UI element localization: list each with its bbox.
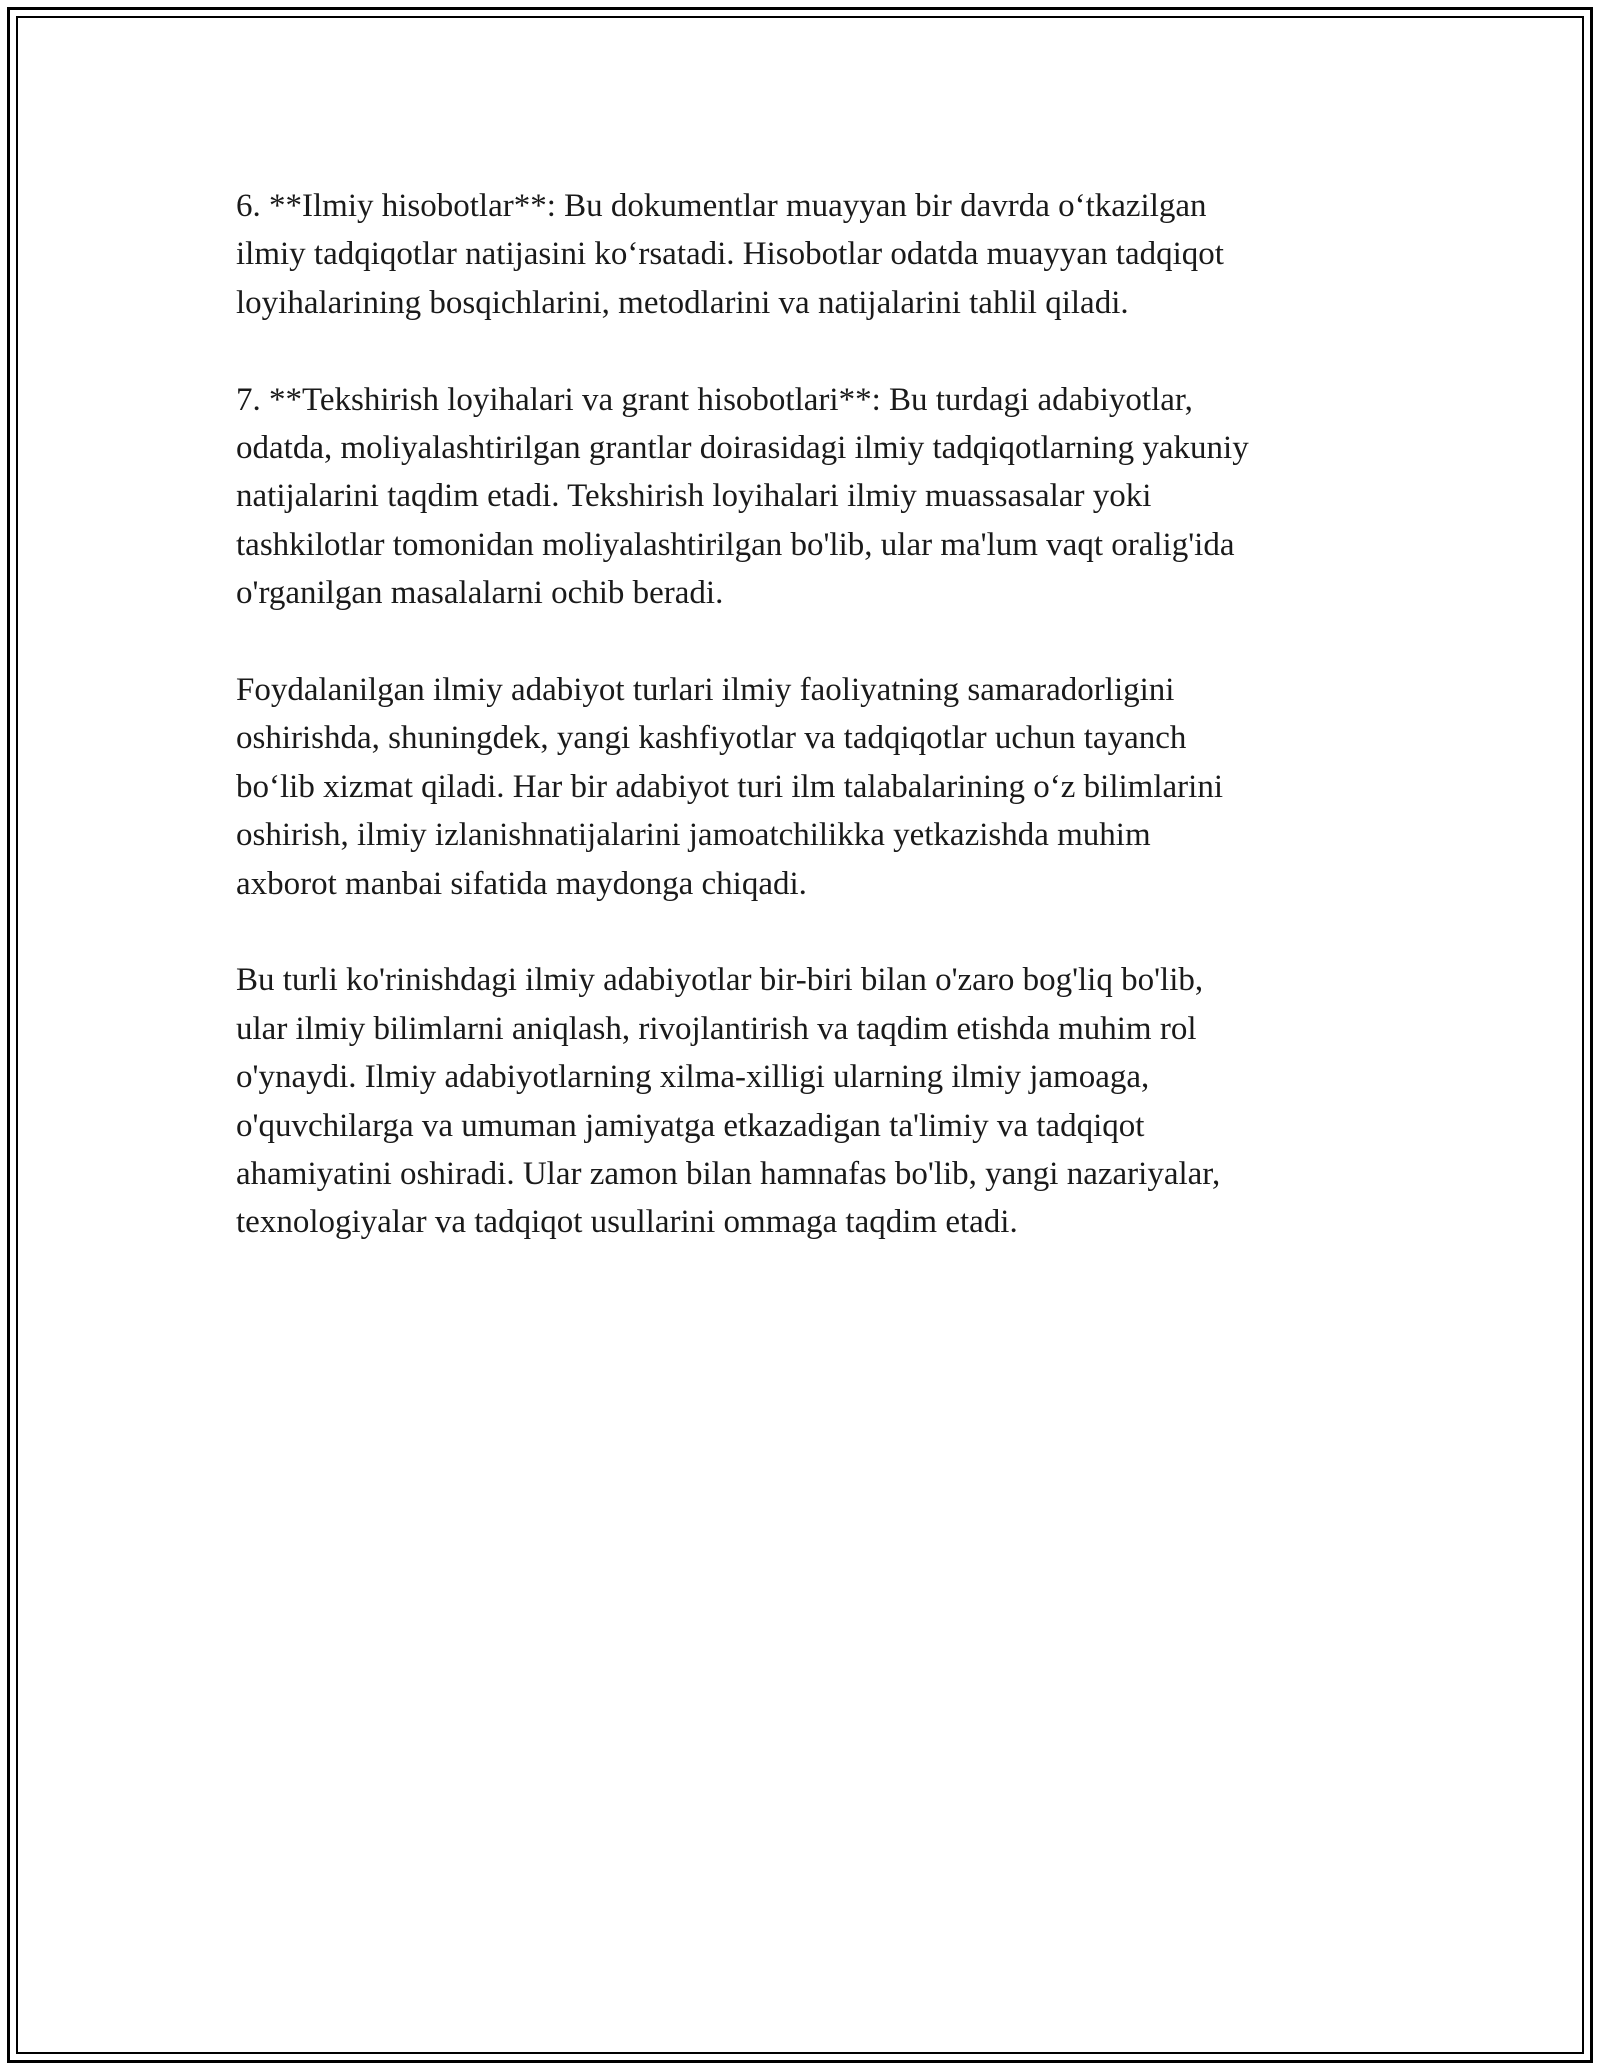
text-line: bo‘lib xizmat qiladi. Har bir adabiyot turi ilm talabalarining o‘z bilimlarini	[236, 768, 1223, 805]
text-line: tashkilotlar tomonidan moliyalashtirilgan bo'lib, ular ma'lum vaqt oralig'ida	[236, 526, 1235, 563]
text-line: texnologiyalar va tadqiqot usullarini ommaga taqdim etadi.	[236, 1204, 1018, 1241]
text-line: 6. **Ilmiy hisobotlar**: Bu dokumentlar muayyan bir davrda o‘tkazilgan	[236, 188, 1207, 224]
text-line: oshirish, ilmiy izlanishnatijalarini jamoatchilikka yetkazishda muhim	[236, 817, 1151, 854]
text-line: Bu turli ko'rinishdagi ilmiy adabiyotlar bir-biri bilan o'zaro bog'liq bo'lib,	[236, 962, 1204, 999]
text-line: ilmiy tadqiqotlar natijasini ko‘rsatadi. Hisobotlar odatda muayyan tadqiqot	[236, 236, 1224, 273]
text-line: axborot manbai sifatida maydonga chiqadi.	[236, 865, 807, 902]
text-line: Foydalanilgan ilmiy adabiyot turlari ilmiy faoliyatning samaradorligini	[236, 672, 1175, 709]
text-line: o'rganilgan masalalarni ochib beradi.	[236, 575, 724, 612]
text-line: ular ilmiy bilimlarni aniqlash, rivojlantirish va taqdim etishda muhim rol	[236, 1010, 1197, 1047]
text-line: 7. **Tekshirish loyihalari va grant hisobotlari**: Bu turdagi adabiyotlar,	[236, 381, 1193, 418]
text-line: ahamiyatini oshiradi. Ular zamon bilan hamnafas bo'lib, yangi nazariyalar,	[236, 1156, 1221, 1193]
text-line: o'ynaydi. Ilmiy adabiyotlarning xilma-xilligi ularning ilmiy jamoaga,	[236, 1059, 1150, 1096]
text-line: odatda, moliyalashtirilgan grantlar doirasidagi ilmiy tadqiqotlarning yakuniy	[236, 430, 1249, 467]
paragraph-grant-reports-7	[236, 376, 1386, 618]
text-line: loyihalarining bosqichlarini, metodlarini va natijalarini tahlil qiladi.	[236, 284, 1129, 321]
text-line: oshirishda, shuningdek, yangi kashfiyotlar va tadqiqotlar uchun tayanch	[236, 720, 1187, 757]
document-body	[236, 182, 1386, 1247]
text-line: o'quvchilarga va umuman jamiyatga etkazadigan ta'limiy va tadqiqot	[236, 1107, 1145, 1144]
text-line: natijalarini taqdim etadi. Tekshirish loyihalari ilmiy muassasalar yoki	[236, 478, 1152, 515]
paragraph-conclusion	[236, 956, 1386, 1246]
paragraph-report-6	[236, 182, 1386, 327]
paragraph-literature-types	[236, 666, 1386, 908]
